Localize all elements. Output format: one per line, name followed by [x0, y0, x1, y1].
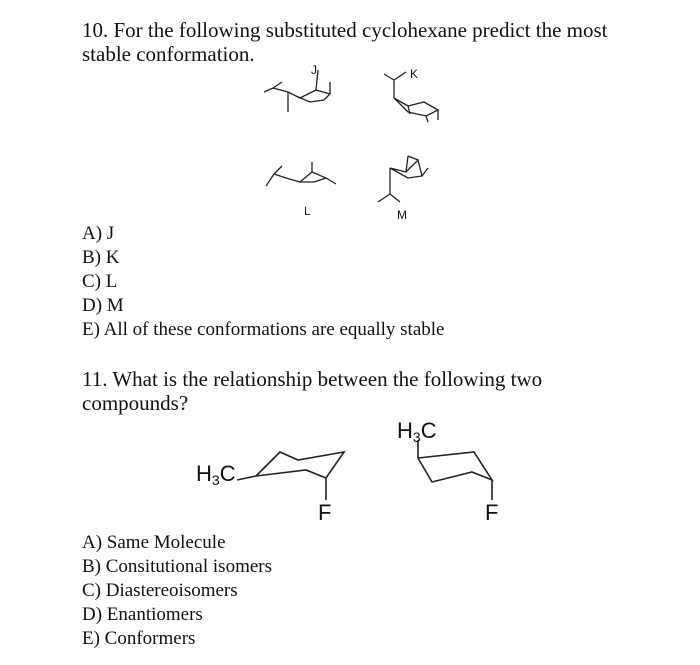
structure-left-chair — [237, 452, 344, 500]
q11-option-c: C) Diastereoisomers — [82, 580, 238, 601]
q10-option-b: B) K — [82, 247, 120, 268]
q11-option-e: E) Conformers — [82, 628, 196, 649]
left-fluorine: F — [318, 500, 332, 525]
structure-right-chair — [418, 440, 492, 500]
q11-option-d: D) Enantiomers — [82, 604, 203, 625]
q10-option-e: E) All of these conformations are equally stable — [82, 319, 445, 340]
q10-line-1: 10. For the following substituted cyclohexane predict the most — [82, 18, 608, 42]
right-ch3-group: $H_3C$ — [397, 418, 437, 445]
right-fluorine: F — [485, 500, 499, 525]
label-j: J — [311, 63, 317, 77]
q11-option-b: B) Consitutional isomers — [82, 556, 272, 577]
q10-line-2: stable conformation. — [82, 42, 255, 66]
q10-option-d: D) M — [82, 295, 124, 316]
q10-option-a: A) J — [82, 223, 115, 244]
label-l: L — [304, 204, 311, 218]
q11-option-a: A) Same Molecule — [82, 532, 226, 553]
q11-line-2: compounds? — [82, 391, 189, 415]
label-k: K — [410, 67, 419, 81]
label-m: M — [397, 208, 407, 222]
q10-option-c: C) L — [82, 271, 118, 292]
left-ch3-group: $H_3C$ — [196, 461, 236, 488]
q11-line-1: 11. What is the relationship between the following two — [82, 367, 543, 391]
